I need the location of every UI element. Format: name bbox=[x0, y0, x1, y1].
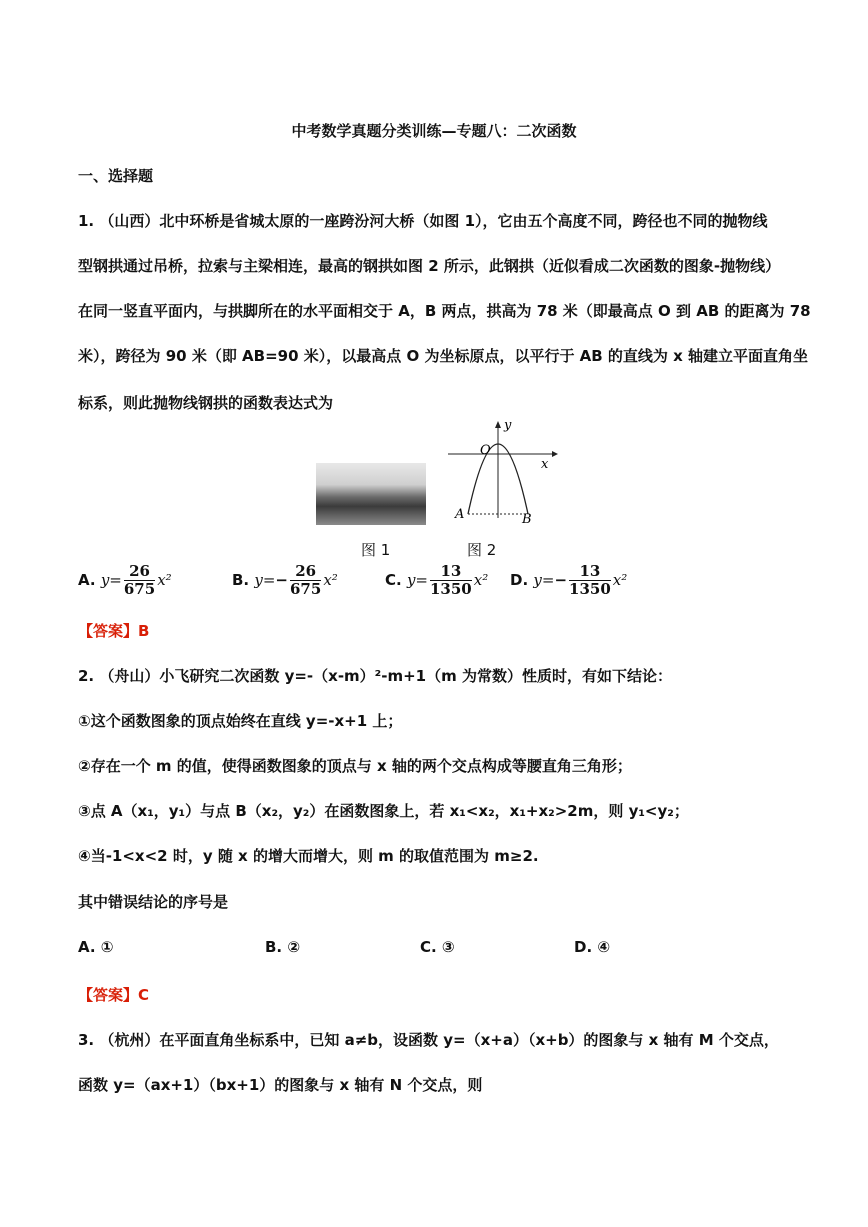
fig1-caption: 图 1 bbox=[361, 541, 391, 559]
section-heading: 一、选择题 bbox=[78, 167, 154, 185]
q1-option-b[interactable]: B. y=− $\frac{26}{675}$ x² bbox=[232, 562, 338, 598]
q1-option-d[interactable]: D. y=− $\frac{13}{1350}$ x² bbox=[510, 562, 628, 598]
q2-line: ②存在一个 m 的值，使得函数图象的顶点与 x 轴的两个交点构成等腰直角三角形； bbox=[78, 757, 632, 775]
y-axis-arrow bbox=[495, 421, 501, 428]
fig2-caption: 图 2 bbox=[467, 541, 497, 559]
q2-line: ①这个函数图象的顶点始终在直线 y=-x+1 上； bbox=[78, 712, 403, 730]
q2-line: ④当-1<x<2 时，y 随 x 的增大而增大，则 m 的取值范围为 m≥2. bbox=[78, 847, 539, 865]
q2-line: 其中错误结论的序号是 bbox=[78, 893, 229, 911]
fraction: $\frac{13}{1350}$ bbox=[569, 562, 611, 598]
q2-line: ③点 A（x₁，y₁）与点 B（x₂，y₂）在函数图象上，若 x₁<x₂，x₁+x₂>2m，则 y₁<y₂； bbox=[78, 802, 689, 820]
q2-answer: 【答案】C bbox=[78, 986, 150, 1004]
fraction: $\frac{26}{675}$ bbox=[123, 562, 156, 598]
q1-line: 1. （山西）北中环桥是省城太原的一座跨汾河大桥（如图 1），它由五个高度不同，跨径也不同的抛物线 bbox=[78, 212, 768, 230]
q1-line: 标系，则此抛物线钢拱的函数表达式为 bbox=[78, 394, 334, 412]
label-o: O bbox=[480, 443, 491, 458]
q2-option-c[interactable]: C. ③ bbox=[420, 938, 455, 956]
bridge-photo bbox=[316, 463, 426, 525]
q3-line: 3. （杭州）在平面直角坐标系中，已知 a≠b，设函数 y=（x+a）（x+b）的图象与 x 轴有 M 个交点， bbox=[78, 1031, 779, 1049]
q1-option-a[interactable]: A. y= $\frac{26}{675}$ x² bbox=[78, 562, 172, 598]
label-y: y bbox=[504, 420, 512, 433]
q1-option-c[interactable]: C. y= $\frac{13}{1350}$ x² bbox=[385, 562, 489, 598]
parabola-figure bbox=[440, 420, 560, 530]
fraction: $\frac{26}{675}$ bbox=[290, 562, 322, 598]
q3-line: 函数 y=（ax+1）（bx+1）的图象与 x 轴有 N 个交点，则 bbox=[78, 1076, 483, 1094]
q1-line: 米），跨径为 90 米（即 AB=90 米），以最高点 O 为坐标原点，以平行于 AB 的直线为 x 轴建立平面直角坐 bbox=[78, 347, 809, 365]
q1-line: 在同一竖直平面内，与拱脚所在的水平面相交于 A，B 两点，拱高为 78 米（即最高点 O 到 AB 的距离为 78 bbox=[78, 302, 811, 320]
fraction: $\frac{13}{1350}$ bbox=[430, 562, 472, 598]
x-axis-arrow bbox=[552, 451, 558, 457]
q2-line: 2. （舟山）小飞研究二次函数 y=-（x-m）²-m+1（m 为常数）性质时，有如下结论： bbox=[78, 667, 672, 685]
q1-answer: 【答案】B bbox=[78, 622, 150, 640]
q2-option-d[interactable]: D. ④ bbox=[574, 938, 611, 956]
label-b: B bbox=[522, 512, 532, 527]
label-a: A bbox=[455, 507, 465, 522]
q2-option-a[interactable]: A. ① bbox=[78, 938, 114, 956]
page-title: 中考数学真题分类训练—专题八：二次函数 bbox=[291, 122, 577, 140]
q1-line: 型钢拱通过吊桥，拉索与主梁相连，最高的钢拱如图 2 所示，此钢拱（近似看成二次函数的图象-抛物线） bbox=[78, 257, 781, 275]
q2-option-b[interactable]: B. ② bbox=[265, 938, 301, 956]
label-x: x bbox=[541, 457, 549, 472]
